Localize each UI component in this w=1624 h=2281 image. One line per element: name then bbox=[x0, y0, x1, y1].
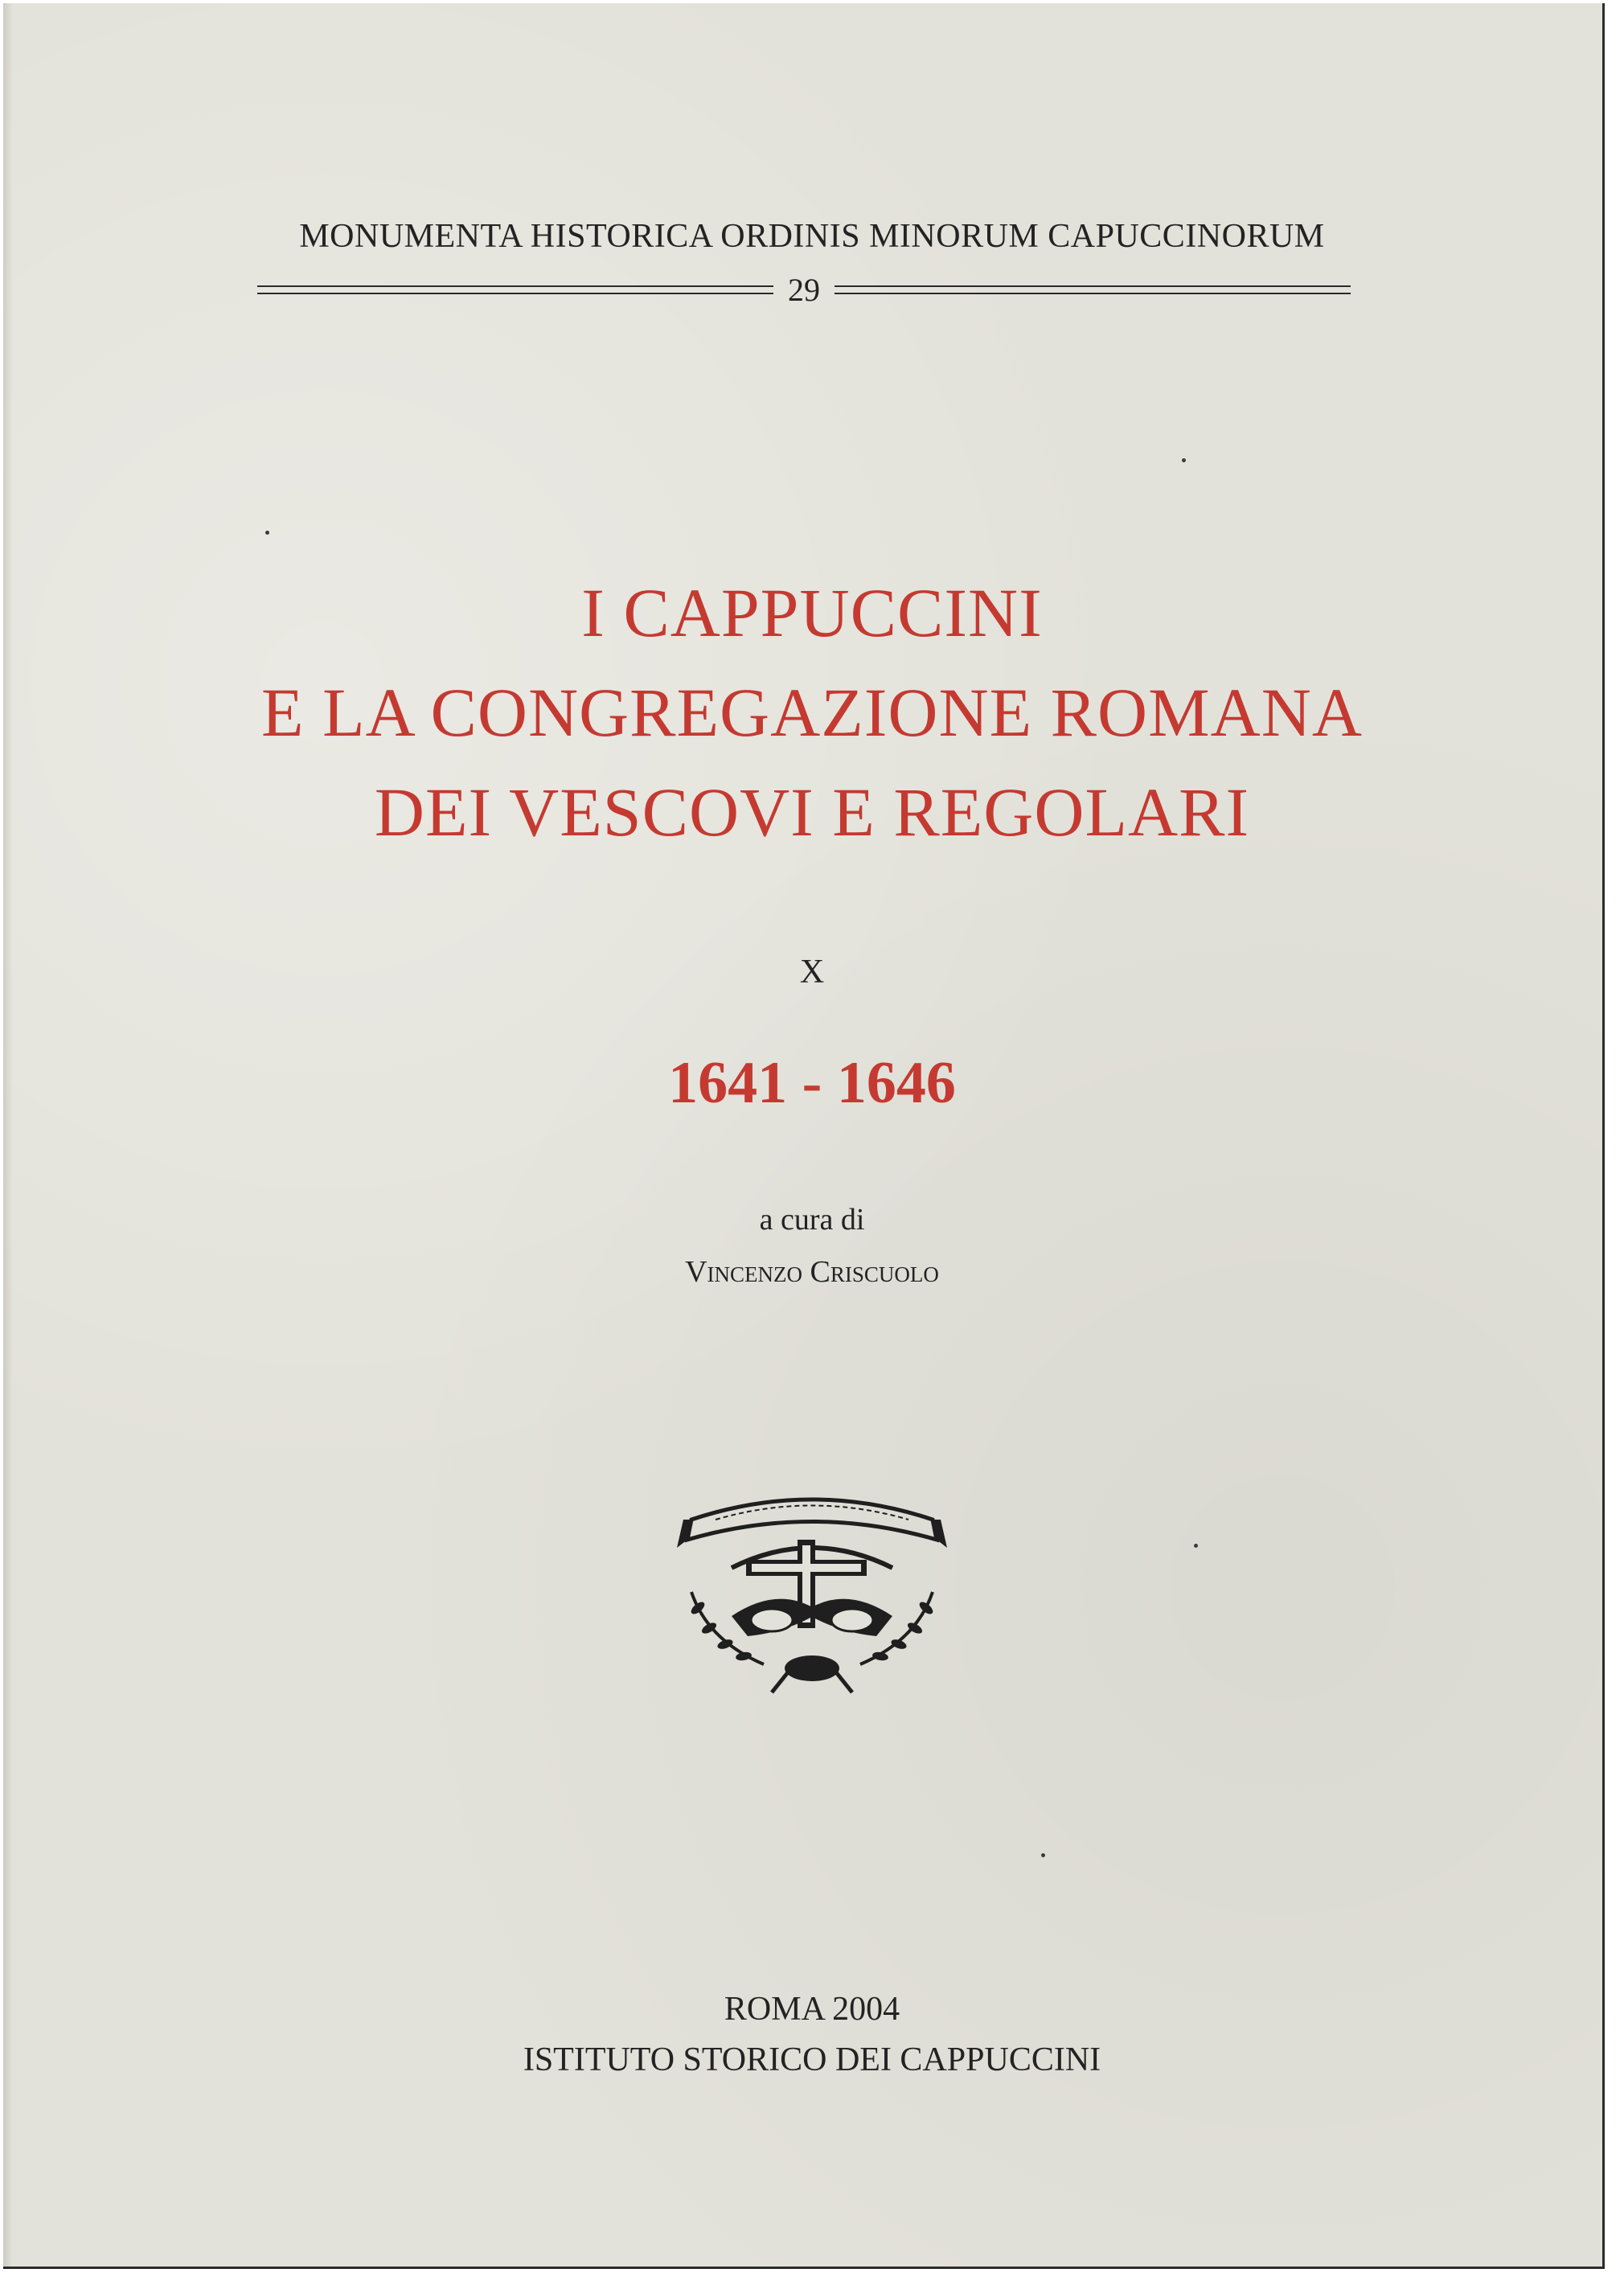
volume-numeral: X bbox=[799, 954, 825, 991]
title-line-3: DEI VESCOVI E REGOLARI bbox=[374, 773, 1250, 851]
spine-shadow bbox=[3, 3, 13, 2269]
curator-label: a cura di bbox=[759, 1203, 865, 1237]
series-title: MONUMENTA HISTORICA ORDINIS MINORUM CAPUCCINORUM bbox=[299, 218, 1325, 255]
title-line-1: I CAPPUCCINI bbox=[581, 574, 1043, 651]
curator-name: Vincenzo Criscuolo bbox=[685, 1255, 939, 1289]
paper-speck bbox=[1194, 1544, 1198, 1548]
paper-speck bbox=[265, 531, 269, 535]
series-rule bbox=[257, 273, 1351, 306]
imprint-publisher: ISTITUTO STORICO DEI CAPPUCCINI bbox=[523, 2041, 1101, 2078]
book-cover bbox=[3, 3, 1605, 2269]
capuchin-emblem-icon bbox=[659, 1471, 965, 1696]
paper-speck bbox=[1182, 458, 1186, 462]
title-line-2: E LA CONGREGAZIONE ROMANA bbox=[261, 674, 1363, 751]
imprint-place-year: ROMA 2004 bbox=[724, 1991, 900, 2028]
right-double-rule bbox=[835, 285, 1351, 294]
left-double-rule bbox=[257, 285, 773, 294]
year-range: 1641 - 1646 bbox=[668, 1050, 956, 1116]
book-title bbox=[0, 563, 1624, 862]
series-number: 29 bbox=[788, 271, 820, 308]
paper-speck bbox=[1041, 1853, 1045, 1857]
